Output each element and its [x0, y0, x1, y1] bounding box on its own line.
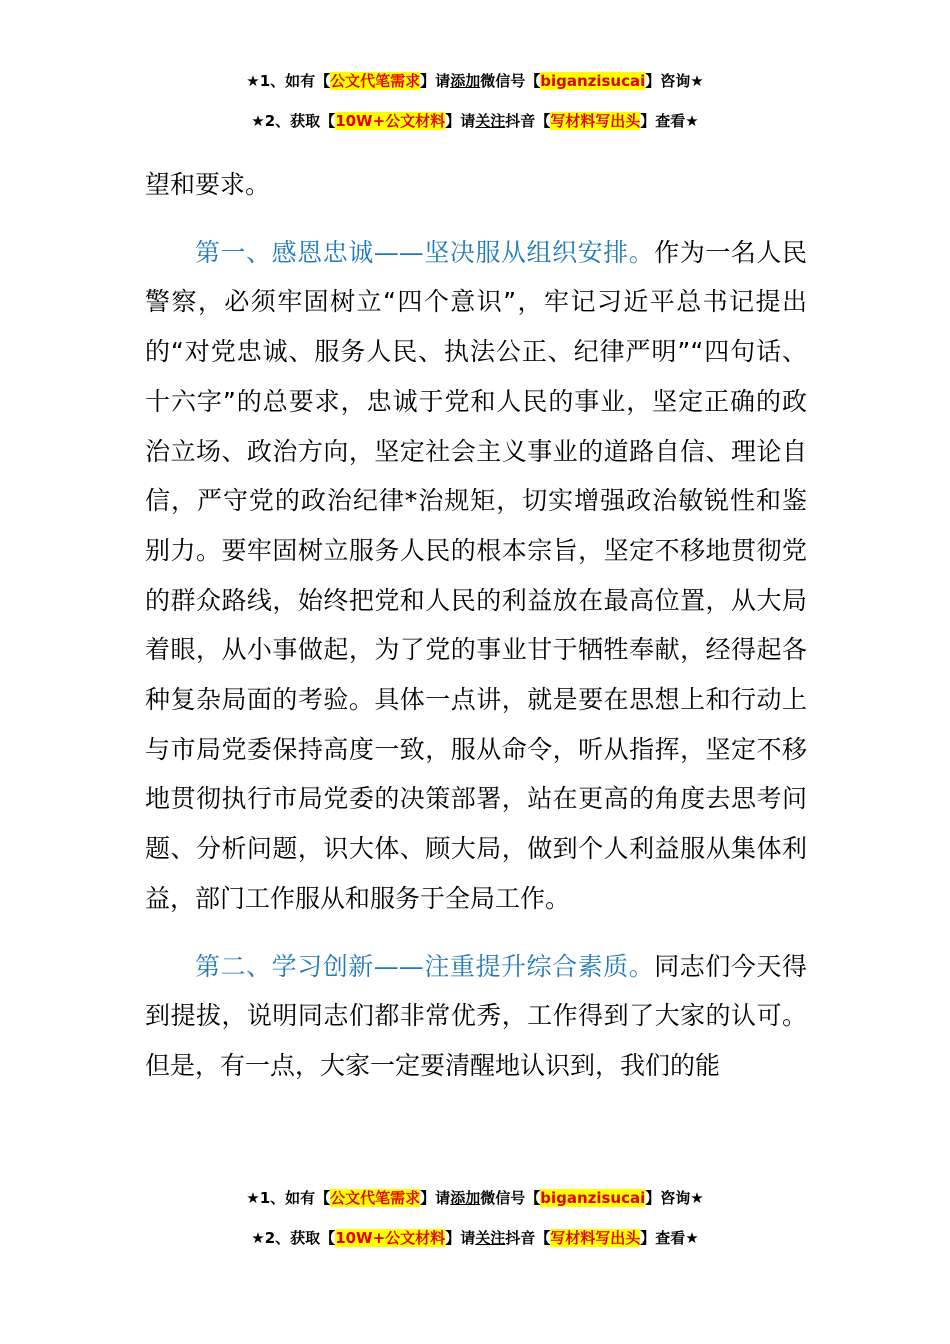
banner-highlight-douyin: 写材料写出头	[550, 1229, 641, 1247]
document-body	[145, 160, 807, 1091]
banner-text: 】请	[420, 72, 451, 90]
banner-text: 微信号【	[480, 72, 541, 90]
banner-text: 微信号【	[480, 1189, 541, 1207]
intro-fragment: 望和要求。	[145, 170, 271, 199]
banner-highlight: 10W+公文材料	[335, 1229, 446, 1247]
header-banner-line-2	[0, 110, 950, 132]
banner-text: ★1、如有【	[246, 1189, 331, 1207]
banner-underlined-text: 添加	[450, 1189, 481, 1207]
header-banner-line-1	[0, 70, 950, 92]
banner-text: 】请	[445, 112, 476, 130]
banner-highlight-douyin: 写材料写出头	[550, 112, 641, 130]
paragraph-1	[145, 228, 807, 924]
banner-underlined-text: 关注	[475, 112, 506, 130]
paragraph-1-heading: 第一、感恩忠诚——坚决服从组织安排。	[195, 237, 655, 267]
banner-text: ★2、获取【	[251, 1229, 336, 1247]
banner-text: 】请	[420, 1189, 451, 1207]
banner-highlight-wechat-id: biganzisucai	[540, 72, 646, 90]
banner-text: 】咨询★	[645, 1189, 704, 1207]
banner-highlight: 公文代笔需求	[330, 1189, 421, 1207]
banner-highlight: 公文代笔需求	[330, 72, 421, 90]
banner-text: 】请	[445, 1229, 476, 1247]
paragraph-2	[145, 942, 807, 1091]
footer-banner-line-2	[0, 1227, 950, 1249]
banner-highlight: 10W+公文材料	[335, 112, 446, 130]
paragraph-1-text: 作为一名人民警察，必须牢固树立“四个意识”，牢记习近平总书记提出的“对党忠诚、服务人民、执法公正、纪律严明”“四句话、十六字”的总要求，忠诚于党和人民的事业，坚定正确的政治立场、政治方向，坚定社会主义事业的道路自信、理论自信，严守党的政治纪律*治规矩，切实增强政治敏锐性和鉴别力。要牢固树立服务人民的根本宗旨，坚定不移地贯彻党的群众路线，始终把党和人民的利益放在最高位置，从大局着眼，从小事做起，为了党的事业甘于牺牲奉献，经得起各种复杂局面的考验。具体一点讲，就是要在思想上和行动上与市局党委保持高度一致，服从命令，听从指挥，坚定不移地贯彻执行市局党委的决策部署，站在更高的角度去思考问题、分析问题，识大体、顾大局，做到个人利益服从集体利益，部门工作服从和服务于全局工作。	[145, 237, 807, 913]
banner-text: 抖音【	[505, 1229, 551, 1247]
banner-text: 抖音【	[505, 112, 551, 130]
banner-text: 】查看★	[640, 112, 699, 130]
banner-text: ★1、如有【	[246, 72, 331, 90]
banner-text: ★2、获取【	[251, 112, 336, 130]
banner-highlight-wechat-id: biganzisucai	[540, 1189, 646, 1207]
banner-underlined-text: 添加	[450, 72, 481, 90]
paragraph-2-text: 同志们今天得到提拔，说明同志们都非常优秀，工作得到了大家的认可。但是，有一点，大家一定要清醒地认识到，我们的能	[145, 951, 807, 1080]
banner-text: 】咨询★	[645, 72, 704, 90]
banner-text: 】查看★	[640, 1229, 699, 1247]
paragraph-2-heading: 第二、学习创新——注重提升综合素质。	[195, 951, 655, 981]
banner-underlined-text: 关注	[475, 1229, 506, 1247]
footer-banner-line-1	[0, 1187, 950, 1209]
